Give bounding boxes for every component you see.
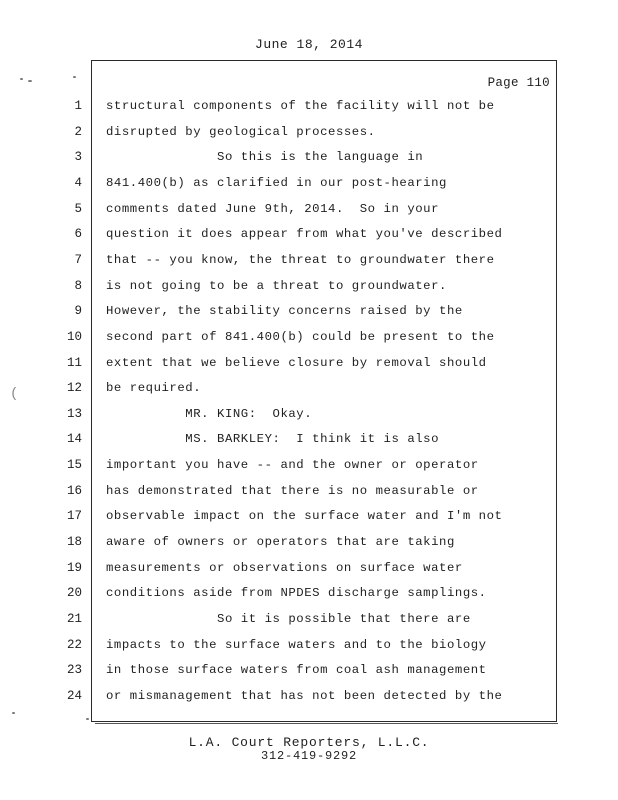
line-text: conditions aside from NPDES discharge samplings.: [106, 586, 487, 601]
transcript-line: [0, 586, 618, 606]
line-text: or mismanagement that has not been detected by the: [106, 688, 503, 703]
line-number: 16: [66, 483, 82, 498]
line-number: 22: [66, 637, 82, 652]
line-number: 19: [66, 560, 82, 575]
line-number: 2: [74, 124, 82, 139]
line-number: 14: [66, 432, 82, 447]
transcript-line: [0, 279, 618, 299]
transcript-line: [0, 381, 618, 401]
line-text: question it does appear from what you've described: [106, 227, 503, 242]
line-number: 5: [74, 201, 82, 216]
line-text: important you have -- and the owner or operator: [106, 458, 479, 473]
line-number: 23: [66, 663, 82, 678]
line-text: in those surface waters from coal ash management: [106, 663, 487, 678]
transcript-line: [0, 612, 618, 632]
transcript-line: [0, 638, 618, 658]
page-number-label: Page 110: [487, 76, 550, 90]
line-text: that -- you know, the threat to groundwater there: [106, 252, 495, 267]
line-text: comments dated June 9th, 2014. So in your: [106, 201, 440, 216]
footer-phone: 312-419-9292: [260, 749, 357, 763]
transcript-line: [0, 689, 618, 709]
line-text: However, the stability concerns raised by the: [106, 304, 463, 319]
transcript-line: [0, 125, 618, 145]
line-number: 24: [66, 688, 82, 703]
transcript-line: [0, 356, 618, 376]
line-text: has demonstrated that there is no measurable or: [106, 483, 479, 498]
transcript-line: [0, 561, 618, 581]
header-date: June 18, 2014: [255, 37, 363, 52]
scan-speck: [73, 76, 76, 78]
transcript-line: [0, 663, 618, 683]
scan-speck: [20, 78, 23, 80]
line-text: impacts to the surface waters and to the biology: [106, 637, 487, 652]
line-text: disrupted by geological processes.: [106, 124, 376, 139]
scan-speck: [12, 712, 15, 714]
line-number: 11: [66, 355, 82, 370]
scan-speck: [28, 80, 32, 82]
line-text: structural components of the facility will not be: [106, 99, 495, 113]
scan-mark: (: [10, 386, 19, 402]
line-text: MS. BARKLEY: I think it is also: [106, 432, 440, 447]
line-number: 21: [66, 612, 82, 626]
line-text: observable impact on the surface water and I'm not: [106, 509, 503, 524]
line-number: 7: [74, 252, 82, 267]
line-text: be required.: [106, 381, 202, 396]
scan-speck: [86, 718, 89, 720]
transcript-line: [0, 407, 618, 427]
transcript-line: [0, 202, 618, 222]
transcript-line: [0, 253, 618, 273]
line-number: 4: [74, 175, 82, 190]
line-text: is not going to be a threat to groundwater.: [106, 278, 447, 293]
line-number: 8: [74, 278, 82, 293]
frame-bottom-edge: [95, 719, 558, 724]
footer-company: L.A. Court Reporters, L.L.C.: [188, 735, 430, 750]
line-text: aware of owners or operators that are taking: [106, 535, 455, 550]
line-text: 841.400(b) as clarified in our post-hearing: [106, 175, 447, 190]
line-number: 12: [66, 381, 82, 396]
transcript-line: [0, 227, 618, 247]
line-number: 20: [66, 586, 82, 601]
line-number: 9: [74, 304, 82, 319]
transcript-line: [0, 304, 618, 324]
transcript-line: [0, 509, 618, 529]
line-text: So it is possible that there are: [106, 612, 471, 626]
transcript-line: [0, 330, 618, 350]
line-number: 13: [66, 406, 82, 421]
line-number: 17: [66, 509, 82, 524]
line-text: So this is the language in: [106, 150, 424, 165]
transcript-line: [0, 150, 618, 170]
line-number: 6: [74, 227, 82, 242]
transcript-line: [0, 484, 618, 504]
line-text: extent that we believe closure by removal should: [106, 355, 487, 370]
line-number: 1: [74, 99, 82, 113]
line-number: 15: [66, 458, 82, 473]
transcript-line: [0, 176, 618, 196]
line-text: MR. KING: Okay.: [106, 406, 313, 421]
transcript-line: [0, 535, 618, 555]
line-number: 10: [66, 329, 82, 344]
line-text: measurements or observations on surface water: [106, 560, 463, 575]
line-number: 3: [74, 150, 82, 165]
line-text: second part of 841.400(b) could be present to the: [106, 329, 495, 344]
transcript-line: [0, 99, 618, 119]
transcript-line: [0, 432, 618, 452]
transcript-line: [0, 458, 618, 478]
line-number: 18: [66, 535, 82, 550]
